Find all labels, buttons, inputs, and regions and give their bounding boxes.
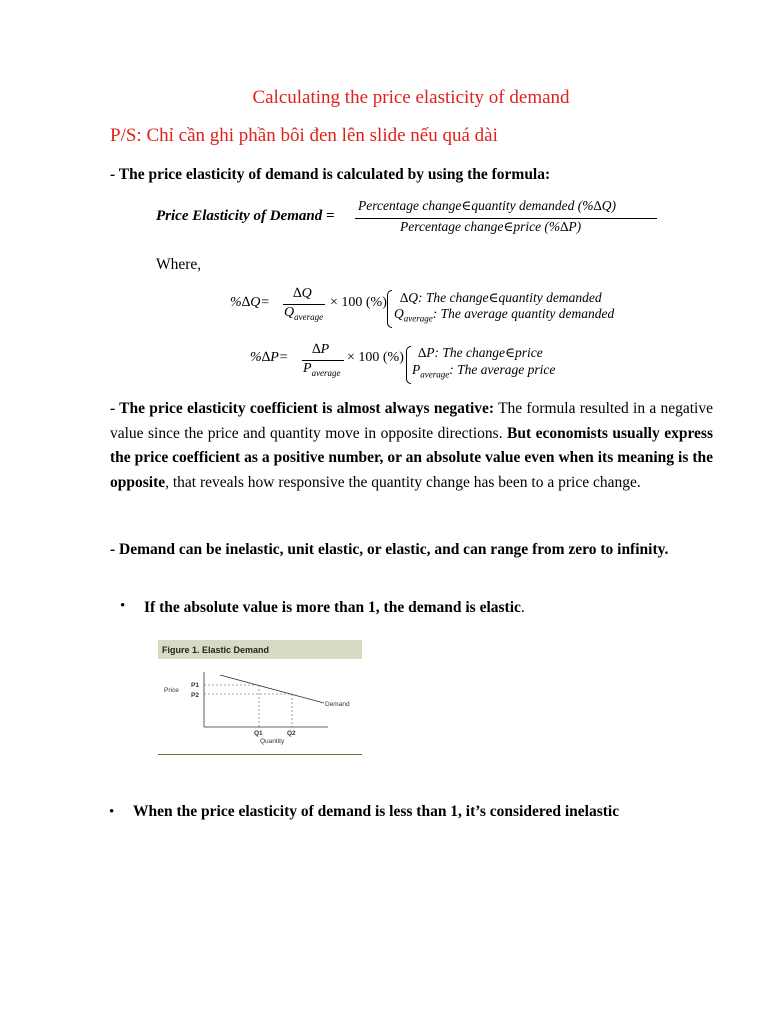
q1-label: Q1 bbox=[254, 730, 263, 737]
where-label: Where, bbox=[156, 256, 202, 273]
quantity-axis-label: Quantity bbox=[260, 738, 285, 745]
main-formula-numerator: Percentage change∈quantity demanded (%∆Q) bbox=[358, 198, 617, 213]
bullet-marker-1: • bbox=[120, 598, 126, 614]
pp-definition-change: ∆P: The change∈price bbox=[418, 345, 543, 360]
main-formula-denominator: Percentage change∈price (%∆P) bbox=[400, 219, 582, 234]
pq-brace bbox=[387, 290, 392, 328]
price-axis-label: Price bbox=[164, 687, 179, 694]
pp-numerator: ∆P bbox=[312, 342, 330, 357]
pp-lhs: %∆P= bbox=[250, 350, 289, 365]
pp-brace bbox=[406, 346, 411, 384]
bullet-inelastic: When the price elasticity of demand is less than 1, it’s considered inelastic bbox=[133, 803, 620, 820]
demand-curve bbox=[220, 675, 324, 703]
bullet-elastic: If the absolute value is more than 1, the demand is elastic. bbox=[144, 599, 525, 616]
slide-note: P/S: Chỉ cần ghi phần bôi đen lên slide nếu quá dài bbox=[110, 125, 498, 146]
bullet-marker-2: • bbox=[109, 804, 115, 820]
formula-intro: - The price elasticity of demand is calculated by using the formula: bbox=[110, 166, 551, 183]
pq-lhs: %∆Q= bbox=[230, 295, 270, 310]
pq-numerator: ∆Q bbox=[293, 286, 312, 301]
pp-definition-average: $P_{average}$: The average price bbox=[412, 362, 556, 380]
demand-range-paragraph: - Demand can be inelastic, unit elastic, or elastic, and can range from zero to infinity. bbox=[110, 541, 669, 558]
page-title: Calculating the price elasticity of demand bbox=[252, 87, 570, 108]
pp-multiplier: × 100 (%) bbox=[347, 350, 404, 365]
main-formula-lhs: Price Elasticity of Demand = bbox=[156, 208, 335, 224]
pq-denominator: $Q_{average}$ bbox=[284, 305, 324, 322]
demand-label: Demand bbox=[325, 701, 350, 708]
q2-label: Q2 bbox=[287, 730, 296, 737]
pq-definition-change: ∆Q: The change∈quantity demanded bbox=[400, 290, 602, 305]
p2-label: P2 bbox=[191, 692, 199, 699]
pp-denominator: $P_{average}$ bbox=[303, 361, 341, 378]
pq-definition-average: $Q_{average}$: The average quantity demanded bbox=[394, 306, 615, 324]
elastic-demand-figure bbox=[158, 640, 362, 756]
p1-label: P1 bbox=[191, 682, 199, 689]
figure-title: Figure 1. Elastic Demand bbox=[162, 645, 270, 655]
elastic-demand-chart bbox=[158, 640, 362, 756]
elasticity-coefficient-paragraph: - The price elasticity coefficient is almost always negative: The formula resulted in a negative value since the price and quantity move in opposite directions. But economists usually express the price coefficient as a positive number, or an absolute value even when its meaning is the opposite, that reveals how responsive the quantity change has been to a price change. bbox=[110, 400, 713, 491]
pq-multiplier: × 100 (%) bbox=[330, 295, 387, 310]
